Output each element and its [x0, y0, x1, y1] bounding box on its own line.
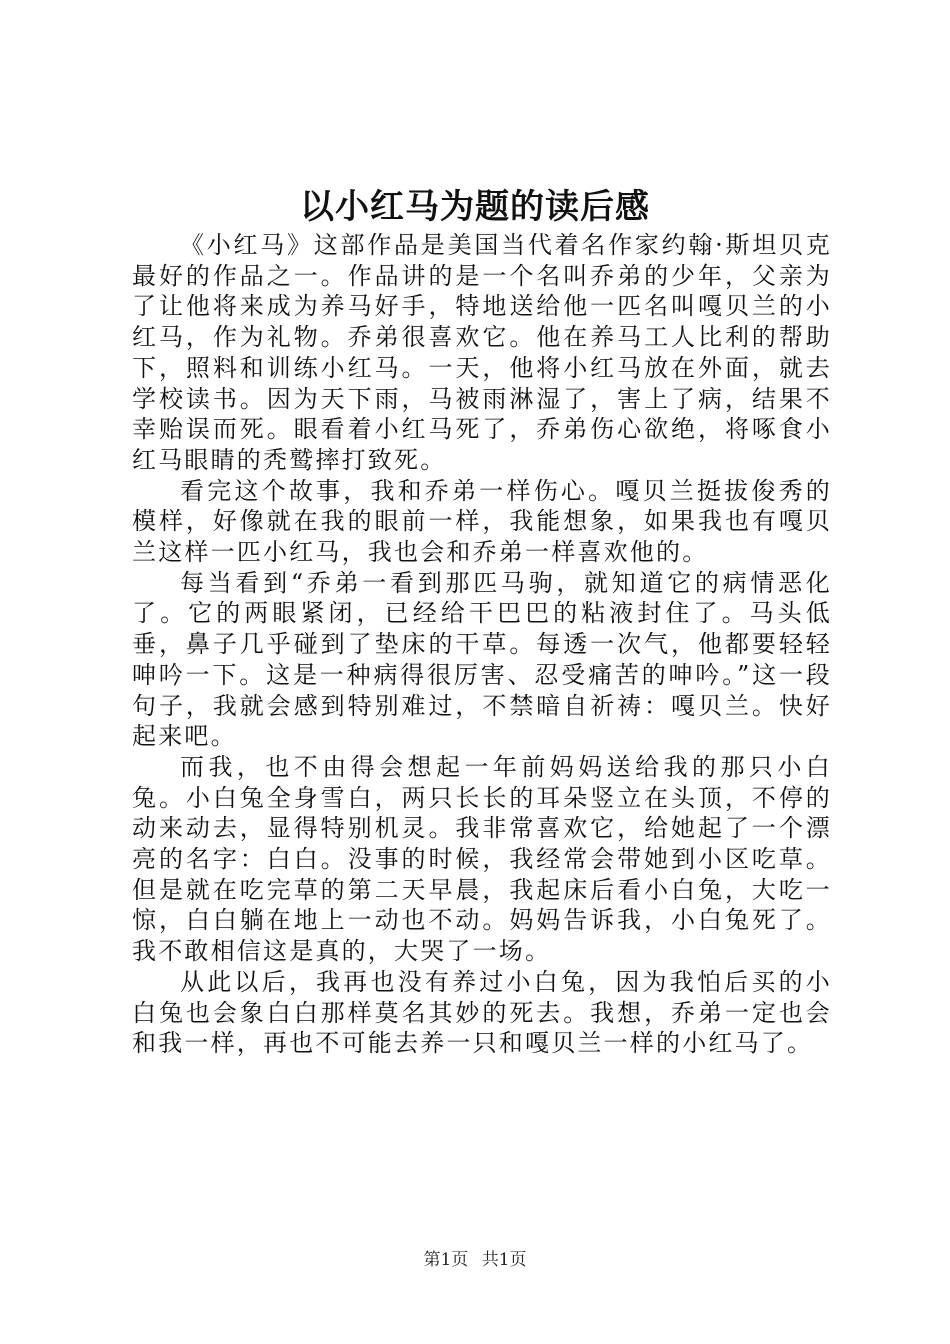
document-title: 以小红马为题的读后感 — [300, 187, 650, 227]
paragraph: 《小红马》这部作品是美国当代着名作家约翰·斯坦贝克最好的作品之一。作品讲的是一个名叫乔弟的少年，父亲为了让他将来成为养马好手，特地送给他一匹名叫嘎贝兰的小红马，作为礼物。乔弟很喜欢它。他在养马工人比利的帮助下，照料和训练小红马。一天，他将小红马放在外面，就去学校读书。因为天下雨，马被雨淋湿了，害上了病，结果不幸贻误而死。眼看着小红马死了，乔弟伤心欲绝，将啄食小红马眼睛的秃鹫摔打致死。 — [132, 231, 832, 474]
document-body — [132, 230, 832, 1059]
page-footer — [0, 1245, 950, 1270]
paragraph: 而我，也不由得会想起一年前妈妈送给我的那只小白兔。小白兔全身雪白，两只长长的耳朵竖立在头顶，不停的动来动去，显得特别机灵。我非常喜欢它，给她起了一个漂亮的名字：白白。没事的时候，我经常会带她到小区吃草。但是就在吃完草的第二天早晨，我起床后看小白兔，大吃一惊，白白躺在地上一动也不动。妈妈告诉我，小白兔死了。我不敢相信这是真的，大哭了一场。 — [132, 752, 832, 966]
paragraph: 从此以后，我再也没有养过小白兔，因为我怕后买的小白兔也会象白白那样莫名其妙的死去。我想，乔弟一定也会和我一样，再也不可能去养一只和嘎贝兰一样的小红马了。 — [132, 967, 832, 1058]
paragraph: 每当看到“乔弟一看到那匹马驹，就知道它的病情恶化了。它的两眼紧闭，已经给干巴巴的粘液封住了。马头低垂，鼻子几乎碰到了垫床的干草。每透一次气，他都要轻轻呻吟一下。这是一种病得很厉害、忍受痛苦的呻吟。”这一段句子，我就会感到特别难过，不禁暗自祈祷：嘎贝兰。快好起来吧。 — [132, 568, 832, 751]
page-number: 第1页 — [423, 1250, 469, 1270]
page-total: 共1页 — [481, 1250, 527, 1270]
paragraph: 看完这个故事，我和乔弟一样伤心。嘎贝兰挺拔俊秀的模样，好像就在我的眼前一样，我能想象，如果我也有嘎贝兰这样一匹小红马，我也会和乔弟一样喜欢他的。 — [132, 476, 832, 567]
